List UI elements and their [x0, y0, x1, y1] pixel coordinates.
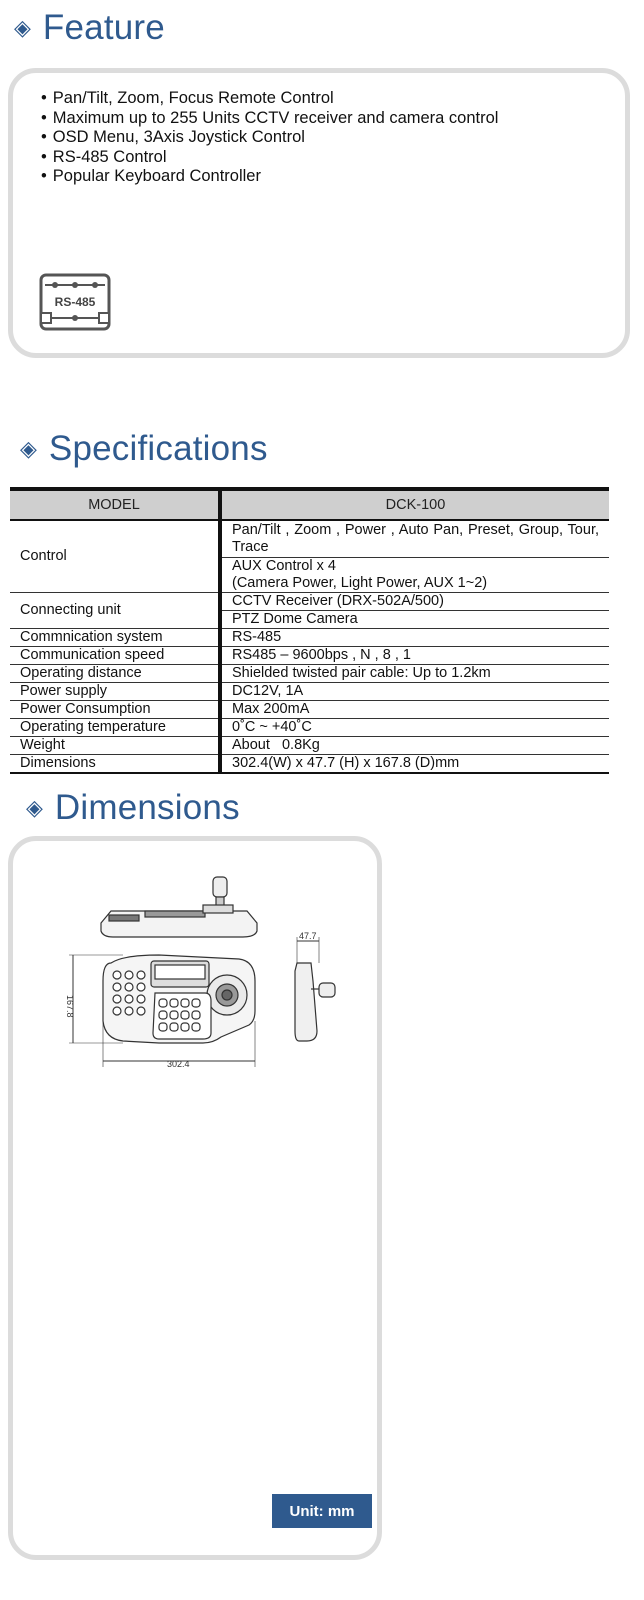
- feature-title: Feature: [42, 8, 165, 47]
- table-header-row: [10, 489, 609, 520]
- height-label: 47.7: [299, 931, 317, 941]
- row-value: Pan/Tilt , Zoom , Power , Auto Pan, Preset, Group, Tour, Trace: [220, 520, 609, 557]
- spec-table: [10, 487, 609, 774]
- row-label: Communication speed: [10, 646, 220, 664]
- row-value: [220, 557, 609, 592]
- depth-label: 167.8: [65, 995, 75, 1018]
- row-value: Max 200mA: [220, 700, 609, 718]
- rs485-badge-label: RS-485: [54, 295, 96, 309]
- row-value: RS-485: [220, 628, 609, 646]
- row-value: About 0.8Kg: [220, 736, 609, 754]
- row-label: Operating distance: [10, 664, 220, 682]
- feature-heading: [14, 8, 165, 48]
- table-row: [10, 646, 609, 664]
- top-view: [69, 955, 255, 1067]
- specifications-title: Specifications: [48, 429, 268, 468]
- list-item: • Popular Keyboard Controller: [41, 167, 498, 187]
- model-value-header: DCK-100: [220, 489, 609, 520]
- dimensions-title: Dimensions: [54, 788, 240, 827]
- row-value-line: AUX Control x 4: [232, 557, 336, 574]
- table-row: [10, 700, 609, 718]
- row-label: Weight: [10, 736, 220, 754]
- table-row: [10, 664, 609, 682]
- side-view: [295, 937, 335, 1041]
- dimensions-heading: [26, 788, 240, 828]
- diamond-icon: ◈: [20, 436, 37, 461]
- table-row: [10, 682, 609, 700]
- model-header: MODEL: [10, 489, 220, 520]
- unit-badge: Unit: mm: [272, 1494, 372, 1528]
- row-label: Connecting unit: [10, 592, 220, 628]
- row-value: PTZ Dome Camera: [220, 610, 609, 628]
- table-row: [10, 628, 609, 646]
- dimensions-box: [8, 836, 382, 1560]
- list-item: • RS-485 Control: [41, 148, 498, 168]
- row-value-line: (Camera Power, Light Power, AUX 1~2): [232, 574, 488, 591]
- row-value: Shielded twisted pair cable: Up to 1.2km: [220, 664, 609, 682]
- table-row: [10, 718, 609, 736]
- row-value: RS485 – 9600bps , N , 8 , 1: [220, 646, 609, 664]
- table-row: [10, 520, 609, 557]
- feature-list: [41, 89, 498, 187]
- keyboard-drawing: [63, 871, 363, 1076]
- list-item: • OSD Menu, 3Axis Joystick Control: [41, 128, 498, 148]
- row-label: Commnication system: [10, 628, 220, 646]
- row-label: Power Consumption: [10, 700, 220, 718]
- row-value: 302.4(W) x 47.7 (H) x 167.8 (D)mm: [220, 754, 609, 773]
- table-row: [10, 736, 609, 754]
- row-value: DC12V, 1A: [220, 682, 609, 700]
- row-label: Power supply: [10, 682, 220, 700]
- row-label: Operating temperature: [10, 718, 220, 736]
- specifications-heading: [20, 429, 268, 469]
- width-label: 302.4: [167, 1059, 190, 1069]
- rs485-icon: [39, 273, 111, 331]
- table-row: [10, 754, 609, 773]
- table-row: [10, 592, 609, 610]
- row-label: Control: [10, 520, 220, 592]
- front-view: [101, 877, 257, 937]
- list-item: • Maximum up to 255 Units CCTV receiver and camera control: [41, 109, 498, 129]
- row-value: CCTV Receiver (DRX-502A/500): [220, 592, 609, 610]
- feature-box: [8, 68, 630, 358]
- row-label: Dimensions: [10, 754, 220, 773]
- diamond-icon: ◈: [26, 795, 43, 820]
- row-value: 0˚C ~ +40˚C: [220, 718, 609, 736]
- list-item: • Pan/Tilt, Zoom, Focus Remote Control: [41, 89, 498, 109]
- diamond-icon: ◈: [14, 15, 31, 40]
